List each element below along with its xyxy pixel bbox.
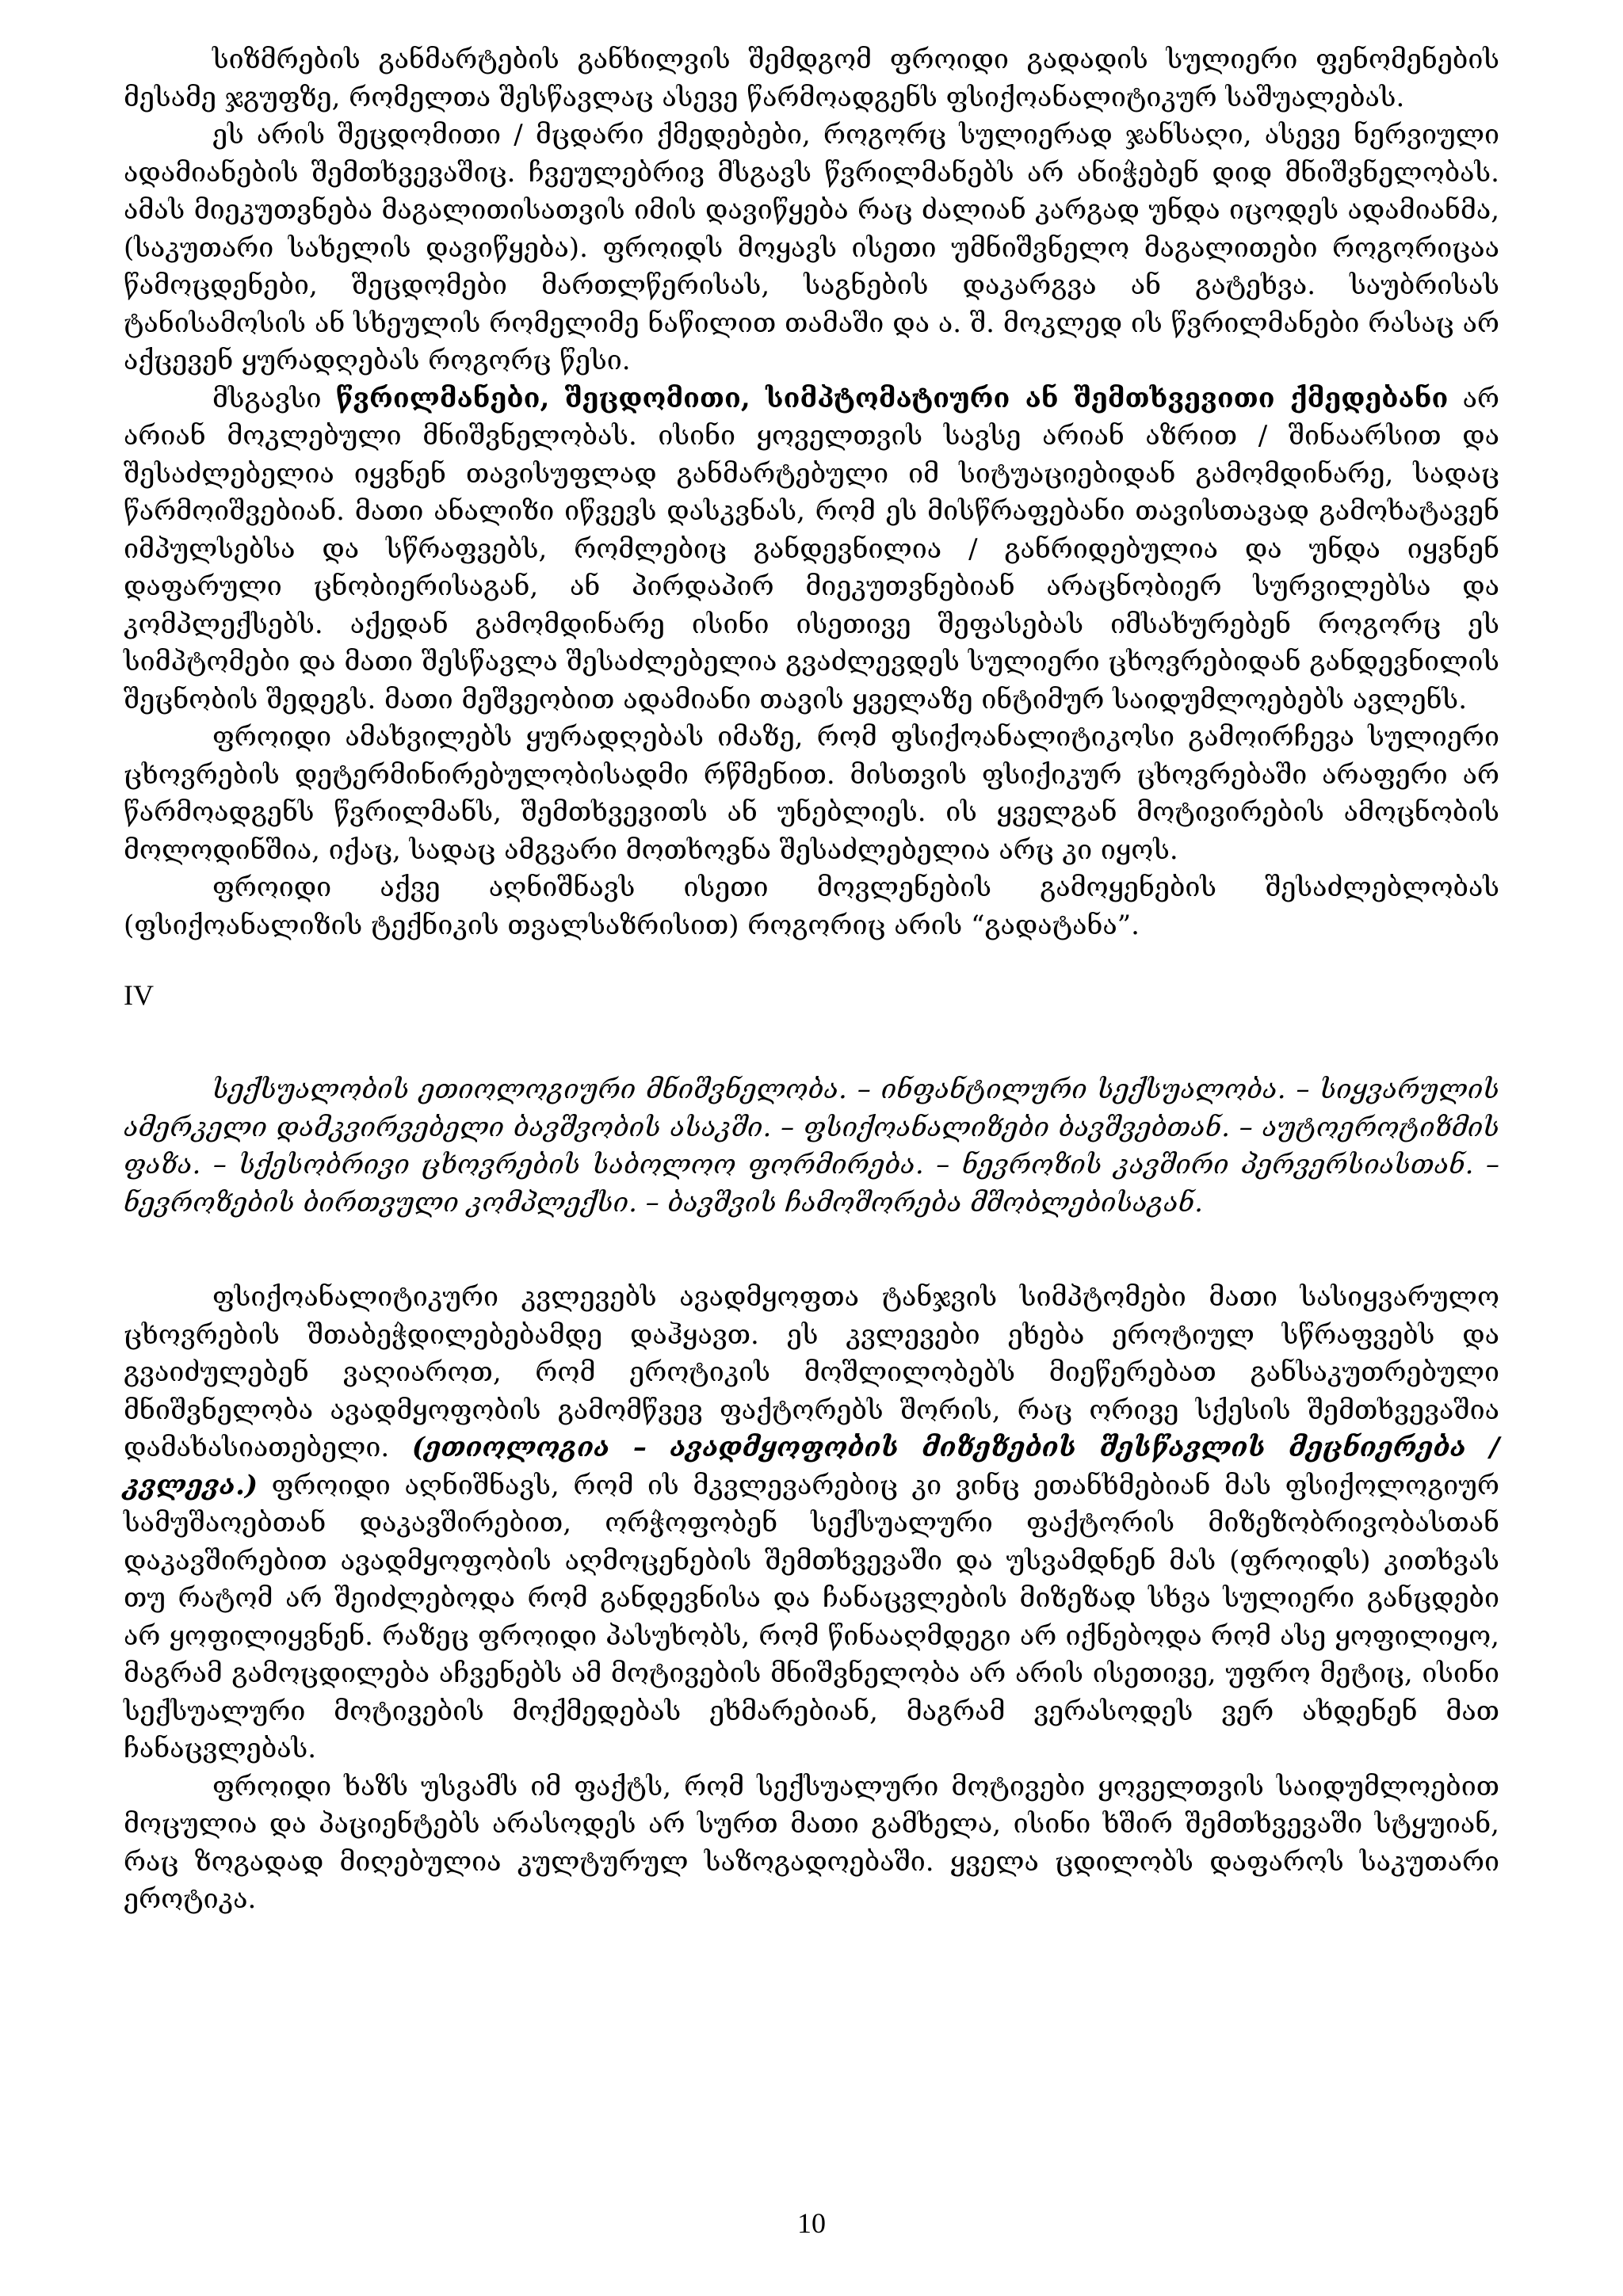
section-heading: IV	[124, 979, 154, 1011]
bold-emphasis: წვრილმანები, შეცდომითი, სიმპტომატიური ან შემთხვევითი ქმედებანი	[335, 382, 1449, 414]
paragraph: ფროიდი აქვე აღნიშნავს ისეთი მოვლენების გამოყენების შესაძლებლობას (ფსიქოანალიზის ტექნიკის თვალსაზრისით) როგორიც არის “გადატანა”.	[124, 871, 1499, 941]
paragraph-text: ფსიქოანალიტიკური კვლევებს ავადმყოფთა ტანჯვის სიმპტომები მათი სასიყვარულო ცხოვრების შთაბეჭდილებებამდე დაჰყავთ. ეს კვლევები ეხება ეროტიულ სწრაფვებს და გვაიძულებენ ვაღიაროთ, რომ ეროტიკის მოშლილობებს მიეწერებათ განსაკუთრებული მნიშვნელობა ავადმყოფობის გამომწვევ ფაქტორებს შორის, რაც ორივე სქესის შემთხვევაშია დამახასიათებელი.	[124, 1281, 1499, 1463]
page-number: 10	[797, 2207, 826, 2239]
paragraph-text: ფროიდი აღნიშნავს, რომ ის მკვლევარებიც კი ვინც ეთანხმებიან მას ფსიქოლოგიურ სამუშაოებთან დაკავშირებით, ორჭოფობენ სექსუალური ფაქტორის მიზეზობრივობასთან დაკავშირებით ავადმყოფობის აღმოცენების შემთხვევაში და უსვამდნენ მას (ფროიდს) კითხვას თუ რატომ არ შეიძლებოდა რომ განდევნისა და ჩანაცვლების მიზეზად სხვა სულიერი განცდები არ ყოფილიყვნენ. რაზეც ფროიდი პასუხობს, რომ წინააღმდეგი არ იქნებოდა რომ ასე ყოფილიყო, მაგრამ გამოცდილება აჩვენებს ამ მოტივების მნიშვნელობა არ არის ისეთივე, უფრო მეტიც, ისინი სექსუალური მოტივების მოქმედებას ეხმარებიან, მაგრამ ვერასოდეს ვერ ახდენენ მათ ჩანაცვლებას.	[124, 1469, 1499, 1764]
document-page	[124, 41, 1499, 1919]
paragraph: ფროიდი ხაზს უსვამს იმ ფაქტს, რომ სექსუალური მოტივები ყოველთვის საიდუმლოებით მოცულია და პაციენტებს არასოდეს არ სურთ მათი გამხელა, ისინი ხშირ შემთხვევაში სტყუიან, რაც ზოგადად მიღებულია კულტურულ საზოგადოებაში. ყველა ცდილობს დაფაროს საკუთარი ეროტიკა.	[124, 1770, 1499, 1915]
paragraph-text: მსგავსი	[212, 382, 336, 414]
paragraph: სიზმრების განმარტების განხილვის შემდგომ ფროიდი გადადის სულიერი ფენომენების მესამე ჯგუფზე, რომელთა შესწავლაც ასევე წარმოადგენს ფსიქოანალიტიკურ საშუალებას.	[124, 44, 1499, 113]
paragraph: ფროიდი ამახვილებს ყურადღებას იმაზე, რომ ფსიქოანალიტიკოსი გამოირჩევა სულიერი ცხოვრების დეტერმინირებულობისადმი რწმენით. მისთვის ფსიქიკურ ცხოვრებაში არაფერი არ წარმოადგენს წვრილმანს, შემთხვევითს ან უნებლიეს. ის ყველგან მოტივირების ამოცნობის მოლოდინშია, იქაც, სადაც ამგვარი მოთხოვნა შესაძლებელია არც კი იყოს.	[124, 721, 1499, 866]
paragraph: ეს არის შეცდომითი / მცდარი ქმედებები, როგორც სულიერად ჯანსაღი, ასევე ნერვიული ადამიანების შემთხვევაშიც. ჩვეულებრივ მსგავს წვრილმანებს არ ანიჭებენ დიდ მნიშვნელობას. ამას მიეკუთვნება მაგალითისათვის იმის დავიწყება რაც ძალიან კარგად უნდა იცოდეს ადამიანმა, (საკუთარი სახელის დავიწყება). ფროიდს მოყავს ისეთი უმნიშვნელო მაგალითები როგორიცაა წამოცდენები, შეცდომები მართლწერისას, საგნების დაკარგვა ან გატეხვა. საუბრისას ტანისამოსის ან სხეულის რომელიმე ნაწილით თამაში და ა. შ. მოკლედ ის წვრილმანები რასაც არ აქცევენ ყურადღებას როგორც წესი.	[124, 119, 1499, 376]
bold-italic-note: (ეთიოლოგია – ავადმყოფობის მიზეზების შესწავლის მეცნიერება / კვლევა.)	[124, 1432, 1499, 1501]
paragraph	[124, 1279, 1499, 1768]
chapter-summary: სექსუალობის ეთიოლოგიური მნიშვნელობა. – ინფანტილური სექსუალობა. – სიყვარულის ამერკელი დამკვირვებელი ბავშვობის ასაკში. – ფსიქოანალიზები ბავშვებთან. – აუტოეროტიზმის ფაზა. – სქესობრივი ცხოვრების საბოლოო ფორმირება. – ნევროზის კავშირი პერვერსიასთან. – ნევროზების ბირთვული კომპლექსი. – ბავშვის ჩამოშორება მშობლებისაგან.	[124, 1074, 1499, 1219]
paragraph-text: არ არიან მოკლებული მნიშვნელობას. ისინი ყოველთვის სავსე არიან აზრით / შინაარსით და შესაძლებელია იყვნენ თავისუფლად განმარტებული იმ სიტუაციებიდან გამომდინარე, სადაც წარმოიშვებიან. მათი ანალიზი იწვევს დასკვნას, რომ ეს მისწრაფებანი თავისთავად გამოხატავენ იმპულსებსა და სწრაფვებს, რომლებიც განდევნილია / განრიდებულია და უნდა იყვნენ დაფარული ცნობიერისაგან, ან პირდაპირ მიეკუთვნებიან არაცნობიერ სურვილებსა და კომპლექსებს. აქედან გამომდინარე ისინი ისეთივე შეფასებას იმსახურებენ როგორც ეს სიმპტომები და მათი შესწავლა შესაძლებელია გვაძლევდეს სულიერი ცხოვრებიდან განდევნილის შეცნობის შედეგს. მათი მეშვეობით ადამიანი თავის ყველაზე ინტიმურ საიდუმლოებებს ავლენს.	[124, 382, 1499, 715]
paragraph	[124, 380, 1499, 719]
